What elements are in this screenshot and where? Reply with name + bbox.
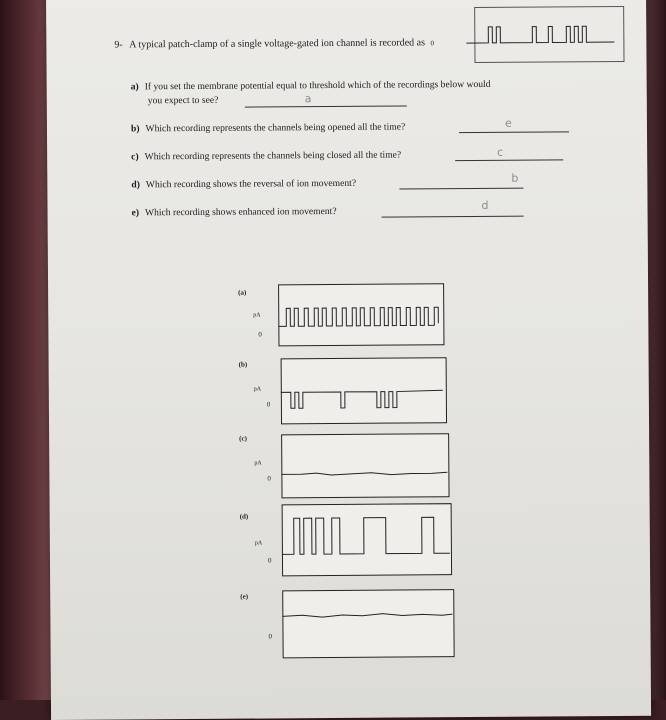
answer-b: e	[504, 116, 512, 130]
recording-a-trace	[278, 283, 442, 344]
recording-a-label: (a)	[238, 288, 247, 297]
reference-zero-label: 0	[430, 39, 434, 48]
recording-e-label: (e)	[240, 592, 249, 601]
question-text: A typical patch-clamp of a single voltage-gated ion channel is recorded as	[129, 37, 425, 51]
recording-c-zero: 0	[267, 474, 271, 483]
recording-b-label: (b)	[238, 360, 248, 369]
subquestion-d: d) Which recording shows the reversal of ion movement?	[131, 177, 357, 191]
answer-line-b[interactable]	[459, 131, 569, 133]
recording-c-trace	[281, 433, 447, 496]
worksheet-page	[46, 0, 651, 720]
subquestion-a: a) If you set the membrane potential equal to threshold which of the recordings below would	[130, 78, 491, 93]
answer-line-d[interactable]	[399, 188, 523, 190]
answer-line-c[interactable]	[455, 159, 563, 161]
recording-d-trace	[282, 503, 450, 574]
recording-a-zero: 0	[258, 330, 262, 339]
answer-c: c	[497, 145, 504, 159]
recording-d-zero: 0	[267, 556, 272, 565]
recording-d-unit: pA	[254, 540, 263, 547]
recording-b-trace	[281, 357, 445, 422]
answer-d: b	[511, 171, 519, 185]
recording-a-unit: pA	[253, 312, 261, 319]
answer-line-e[interactable]	[382, 216, 524, 218]
subquestion-e: e) Which recording shows enhanced ion movement?	[131, 205, 337, 219]
answer-e: d	[481, 198, 489, 212]
recording-b-zero: 0	[266, 400, 271, 409]
subquestion-b: b) Which recording represents the channels being opened all the time?	[130, 121, 406, 135]
answer-line-a[interactable]	[245, 105, 407, 107]
recording-e-zero: 0	[268, 632, 273, 641]
question-title	[114, 37, 434, 50]
recording-c-label: (c)	[239, 434, 247, 443]
reference-trace	[466, 16, 626, 57]
recording-d-label: (d)	[239, 512, 249, 521]
answer-a: a	[304, 92, 312, 106]
recording-b-unit: pA	[253, 386, 262, 393]
subquestion-c: c) Which recording represents the channels being closed all the time?	[131, 149, 402, 163]
question-number: 9-	[114, 39, 123, 51]
recording-c-unit: pA	[254, 460, 262, 467]
subquestion-a-line2: you expect to see?	[147, 94, 219, 107]
recording-e-trace	[282, 589, 452, 656]
